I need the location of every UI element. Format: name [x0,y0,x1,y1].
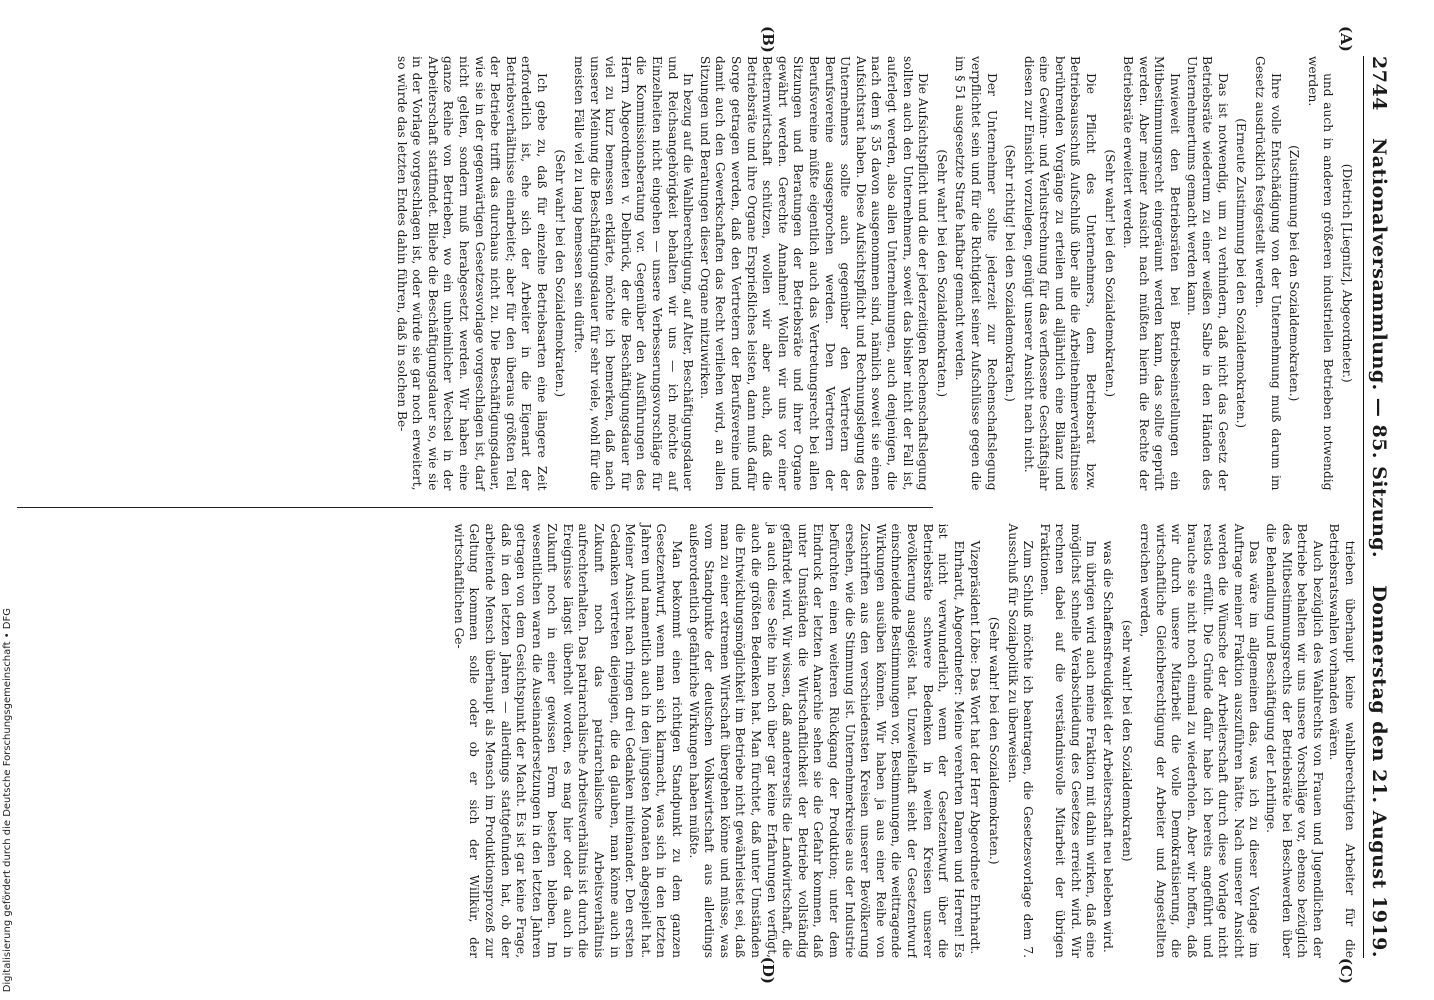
page-header [1363,56,1390,958]
left-column [17,56,1357,507]
paragraph: Die Aufsichtspflicht und die der jederzeitigen Rechenschaftslegung sollten auch den Unternehmern, soweit das bisher nicht der Fall ist, auferlegt werden, also allen Unternehmungen, auch denjenigen, die nach dem § 35 davon ausgenommen sind, nämlich soweit sie einen Aufsichtsrat haben. Diese Aufsichtspflicht und Rechnungslegung des Unternehmers sollte auch gegenüber den Vertretern der Berufsvereine ausgesprochen werden. Den Vertretern der Berufsvereine müßte eigentlich auch das Vertretungsrecht bei allen Sitzungen und Beratungen der Betriebsräte und ihrer Organe gewährt werden. Gerechte Annahme! Wollen wir uns vor einer Betternwirtschaft schützen, wollen wir aber auch, daß die Betriebsräte und ihre Organe Ersprießliches leisten, dann muß dafür Sorge getragen werden, daß den Vertretern der Berufsvereine und damit auch den Gewerkschaften das Recht verliehen wird, an allen Sitzungen und Beratungen dieser Organe mitzuwirken. [697,56,931,491]
margin-marker-b: (B) [759,26,777,53]
paragraph: (Sehr wahr! bei den Sozialdemokraten.) [553,149,568,398]
digitization-credit: Digitalisierung gefördert durch die Deutsche Forschungsgemeinschaft • DFG [2,607,13,992]
paragraph: (sehr wahr! bei den Sozialdemokraten) [1119,619,1134,862]
paragraph: In bezug auf die Wahlberechtigung, auf Alter, Beschäftigungsdauer und Reichsangehörigkeit behalten wir uns — ich möchte auf Einzelheiten nicht eingehen — unsere Verbesserungsvorschläge für die Kommissionsberatung vor. Gegenüber den Ausführungen des Herrn Abgeordneten v. Delbrück, der die Beschäftigungsdauer für viel zu kurz bemessen erklärte, möchte ich bemerken, daß nach unserer Meinung die Beschäftigungsdauer für sehr viele, wohl für die meisten Fälle viel zu lang bemessen sein dürfte. [572,56,696,491]
paragraph: Auch bezüglich des Wahlrechts von Frauen und Jugendlichen der Betriebe behalten wir uns unsere Vorschläge vor, ebenso bezüglich des Mitbestimmungsrechts der Betriebsräte bei Beschwerden über die Behandlung und Beschäftigung der Lehrlinge. [1264,523,1325,958]
paragraph: Die Pflicht des Unternehmers, dem Betriebsrat bzw. Betriebsausschuß Aufschluß über alle die Arbeitnehmerverhältnisse berührenden Vorgänge zu erteilen und alljährlich eine Bilanz und eine Gewinn- und Verlustrechnung für das verflossene Geschäftsjahr diesen zur Einsicht vorzulegen, genügt unserer Ansicht nach nicht. [1021,56,1099,491]
paragraph: Der Unternehmer sollte jederzeit zur Rechenschaftslegung verpflichtet sein und für die Richtigkeit seiner Aufschlüsse gegen die im § 51 ausgesetzte Strafe haftbar gemacht werden. [953,56,999,491]
paragraph: (Sehr wahr! bei den Sozialdemokraten.) [986,616,1001,865]
paragraph: Das ist notwendig, um zu verhindern, daß nicht das Gesetz der Betriebsräte wiederum zu einer weißen Salbe in den Händen des Unternehmertums gemacht werden kann. [1184,56,1230,491]
paragraph: (Sehr wahr! bei den Sozialdemokraten.) [934,149,949,398]
paragraph: trieben überhaupt keine wahlberechtigten Arbeiter für die Betriebsratswahlen vorhanden wären. [1327,523,1357,958]
paragraph: (Sehr wahr! bei den Sozialdemokraten.) [1102,149,1117,398]
paragraph: was die Schaffensfreudigkeit der Arbeiterschaft neu beleben wird. [1101,540,1116,953]
paragraph: Zum Schluß möchte ich beantragen, die Gesetzesvorlage dem 7. Ausschuß für Sozialpolitik zu überweisen. [1005,523,1036,958]
paragraph: Das wäre im allgemeinen das, was ich zu dieser Vorlage im Auftrage meiner Fraktion auszuführen hätte. Nach unserer Ansicht werden die Wünsche der Arbeiterschaft durch diese Vorlage nicht restlos erfüllt. Die Gründe dafür habe ich bereits angeführt und brauche sie nicht noch einmal zu wiederholen. Aber wir hoffen, daß wir durch unsere Mitarbeit die volle Demokratisierung, die wirtschaftliche Gleichberechtigung der Arbeiter und Angestellten erreichen werden, [1138,523,1262,958]
paragraph: Ehrhardt, Abgeordneter: Meine verehrten Damen und Herren! Es ist nicht verwunderlich, wenn der Gesetzentwurf über die Betriebsräte schwere Bedenken in weiten Kreisen unserer Bevölkerung ausgelöst hat. Unzweifelhaft sieht der Gesetzentwurf einschneidende Bestimmungen vor, Bestimmungen, die weittragende Wirkungen ausüben können. Wir haben ja aus einer Reihe von Zuschriften aus den verschiedensten Kreisen unserer Bevölkerung ersehen, wie die Stimmung ist. Unternehmerkreise aus der Industrie befürchten einen weiteren Rückgang der Produktion; unter dem Eindruck der letzten Anarchie sehen sie die Gefahr kommen, daß unter Umständen die Wirtschaftlichkeit der Betriebe vollständig gefährdet wird. Wir wissen, daß andererseits die Landwirtschaft, die ja auch diese Seite hin noch über gar keine Erfahrungen verfügt, auch die größten Bedenken hat. Man fürchtet, daß unter Umständen die Entwicklungsmöglichkeit im Betriebe nicht gewährleistet sei, daß man zu einer extremen Wirtschaft übergehen könne und müsse, was vom Standpunkte der deutschen Volkswirtschaft aus allerdings außerordentlich gefährliche Wirkungen haben müßte. [686,523,966,958]
page-number: 2744 [1368,56,1390,111]
paragraph: Vizepräsident Löbe: Das Wort hat der Herr Abgeordnete Ehrhardt. [968,540,983,955]
paragraph: (Sehr richtig! bei den Sozialdemokraten.) [1003,144,1018,402]
paragraph: Inwieweit den Betriebsräten bei Betriebseinstellungen ein Mitbestimmungsrecht eingeräumt werden kann, das sollte geprüft werden. Aber meiner Ansicht nach müßten hierin die Rechte der Betriebsräte erweitert werden. [1121,56,1183,491]
paragraph: Ich gebe zu, daß für einzelne Betriebsarten eine längere Zeit erforderlich ist, ehe sich der Arbeiter in die Eigenart der Betriebsverhältnisse einarbeitet; aber für den überaus größten Teil der Betriebe trifft das durchaus nicht zu. Die Beschäftigungsdauer, wie sie in der gegenwärtigen Gesetzesvorlage vorgeschlagen ist, darf nicht gelten, sondern muß herabgesetzt werden. Wir haben eine ganze Reihe von Betrieben, wo ein unheimlicher Wechsel in der Arbeiterschaft stattfindet. Bliebe die Beschäftigungsdauer so, wie sie in der Vorlage vorgeschlagen ist, oder würde sie gar noch erweitert, so würde das letzten Endes dahin führen, daß in solchen Be- [394,56,549,491]
paragraph: Im übrigen wird auch meine Fraktion mit dahin wirken, daß eine möglichst schnelle Verabschiedung des Gesetzes erreicht wird. Wir rechnen dabei auf die verständnisvolle Mitarbeit der übrigen Fraktionen. [1037,523,1099,958]
paragraph: (Zustimmung bei den Sozialdemokraten.) [1287,145,1302,402]
paragraph: (Erneute Zustimmung bei den Sozialdemokraten.) [1234,118,1249,429]
right-column [17,508,1357,959]
paragraph: Man bekommt einen richtigen Standpunkt zu dem ganzen Gesetzentwurf, wenn man sich klarmacht, was sich in den letzten Jahren und namentlich auch in den jüngsten Monaten abgespielt hat. Meiner Ansicht nach ringen drei Gedanken miteinander. Den ersten Gedanken vertreten diejenigen, die da glauben, man könne auch in Zukunft noch das patriarchalische Arbeitsverhältnis aufrechterhalten. Das patriarchalische Arbeitsverhältnis ist durch die Ereignisse längst überholt worden, es mag hier oder da auch in Zukunft noch in einer gewissen Form bestehen bleiben. Im wesentlichen waren die Auseinandersetzungen in den letzten Jahren getragen von dem Gesichtspunkt der Macht. Es ist gar keine Frage, daß in den letzten Jahren — allerdings stattgefunden hat, ob der arbeitende Mensch überhaupt als Mensch im Produktionsprozeß zur Geltung kommen solle oder ob er sich der Willkür, der wirtschaftlichen Ge- [451,523,685,958]
margin-marker-d: (D) [759,956,777,984]
margin-marker-a: (A) [1337,26,1355,52]
text-columns [17,26,1357,984]
session-title: Nationalversammlung. — 85. Sitzung. [1368,137,1390,559]
paragraph: und auch in anderen größeren industriellen Betrieben notwendig werden. [1305,56,1336,491]
paragraph: Ihre volle Entschädigung von der Unternehmung muß darum im Gesetz ausdrücklich festgestellt werden. [1253,56,1283,491]
margin-marker-c: (C) [1337,957,1355,984]
paragraph: (Dietrich [Liegnitz], Abgeordneter.) [1340,163,1354,383]
session-date: Donnerstag den 21. August 1919. [1368,585,1390,958]
